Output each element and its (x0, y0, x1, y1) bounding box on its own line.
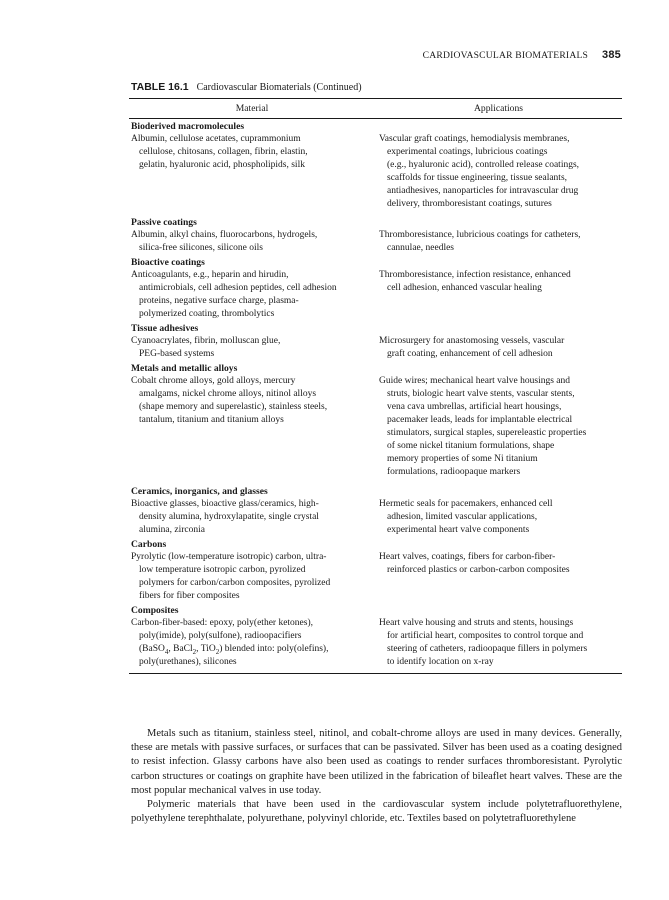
material-line: proteins, negative surface charge, plasma- (139, 296, 299, 306)
table-row (129, 133, 622, 211)
material-line: Albumin, cellulose acetates, cuprammonium (131, 134, 301, 144)
applications-line: stimulators, surgical staples, supereleastic properties (387, 428, 587, 438)
applications-line: antiadhesives, nanoparticles for intravascular drug (387, 186, 579, 196)
material-line: silica-free silicones, silicone oils (139, 243, 263, 253)
table-header-row (129, 99, 622, 119)
applications-line: Heart valves, coatings, fibers for carbon-fiber- (379, 552, 556, 562)
applications-line: Guide wires; mechanical heart valve housings and (379, 376, 570, 386)
table-section (129, 361, 622, 484)
column-header-material: Material (235, 103, 269, 114)
table-row (129, 617, 622, 669)
table-row (129, 498, 622, 537)
applications-line: graft coating, enhancement of cell adhesion (387, 349, 553, 359)
material-cell (129, 269, 379, 321)
applications-line: adhesion, limited vascular applications, (387, 512, 538, 522)
material-line: Cobalt chrome alloys, gold alloys, mercury (131, 376, 296, 386)
material-cell (129, 498, 379, 537)
material-cell (129, 375, 379, 479)
material-line: gelatin, hyaluronic acid, phospholipids, silk (139, 160, 305, 170)
applications-line: Vascular graft coatings, hemodialysis membranes, (379, 134, 570, 144)
section-title: Tissue adhesives (131, 323, 199, 334)
material-line: antimicrobials, cell adhesion peptides, cell adhesion (139, 283, 337, 293)
applications-line: Thromboresistance, infection resistance, enhanced (379, 270, 571, 280)
table-row (129, 269, 622, 321)
applications-cell (379, 551, 622, 603)
applications-line: (e.g., hyaluronic acid), controlled release coatings, (387, 160, 580, 170)
section-title: Carbons (131, 539, 167, 550)
material-line: Anticoagulants, e.g., heparin and hirudin, (131, 270, 289, 280)
applications-line: Heart valve housing and struts and stents, housings (379, 618, 574, 628)
applications-line: vena cava umbrellas, artificial heart housings, (387, 402, 562, 412)
table-section (129, 321, 622, 361)
material-line: PEG-based systems (139, 349, 215, 359)
material-line: (BaSO$_4$, BaCl$_2$, TiO$_2$) blended into: poly(olefins), (139, 644, 329, 656)
applications-cell (379, 335, 622, 361)
running-header (423, 49, 621, 61)
material-line: Pyrolytic (low-temperature isotropic) carbon, ultra- (131, 552, 327, 562)
material-line: Cyanoacrylates, fibrin, molluscan glue, (131, 336, 281, 346)
material-line: density alumina, hydroxylapatite, single crystal (139, 512, 319, 522)
material-cell (129, 229, 379, 255)
applications-line: memory properties of some Ni titanium (387, 454, 538, 464)
paragraph: Polymeric materials that have been used in the cardiovascular system include polytetrafluorethylene, polyethylene terephthalate, polyurethane, polyvinyl chloride, etc. Textiles based on polytetrafluorethylene (131, 799, 622, 825)
material-cell (129, 551, 379, 603)
table-section (129, 603, 622, 669)
applications-line: Hermetic seals for pacemakers, enhanced cell (379, 499, 553, 509)
section-title: Composites (131, 605, 179, 616)
applications-line: steering of catheters, radioopaque fillers in polymers (387, 644, 588, 654)
material-line: (shape memory and superelastic), stainless steels, (139, 402, 328, 412)
material-line: low temperature isotropic carbon, pyrolized (139, 565, 306, 575)
applications-line: experimental heart valve components (387, 525, 530, 535)
table-caption (131, 81, 362, 93)
table-title: Cardiovascular Biomaterials (Continued) (196, 82, 362, 93)
applications-cell (379, 375, 622, 479)
applications-line: struts, biologic heart valve stents, vascular stents, (387, 389, 575, 399)
biomaterials-table (129, 98, 622, 674)
material-line: Bioactive glasses, bioactive glass/ceramics, high- (131, 499, 319, 509)
material-cell (129, 617, 379, 669)
material-line: amalgams, nickel chrome alloys, nitinol alloys (139, 389, 317, 399)
material-line: fibers for fiber composites (139, 591, 240, 601)
section-title: Metals and metallic alloys (131, 363, 238, 374)
table-row (129, 229, 622, 255)
material-line: poly(imide), poly(sulfone), radioopacifiers (139, 631, 302, 641)
material-line: Albumin, alkyl chains, fluorocarbons, hydrogels, (131, 230, 318, 240)
applications-cell (379, 498, 622, 537)
applications-cell (379, 229, 622, 255)
applications-line: reinforced plastics or carbon-carbon composites (387, 565, 570, 575)
applications-line: Thromboresistance, lubricious coatings for catheters, (379, 230, 581, 240)
table-section (129, 255, 622, 321)
applications-line: cannulae, needles (387, 243, 454, 253)
material-line: cellulose, chitosans, collagen, fibrin, elastin, (139, 147, 308, 157)
table-label: TABLE 16.1 (131, 81, 189, 93)
table-row (129, 335, 622, 361)
applications-line: of some nickel titanium formulations, shape (387, 441, 555, 451)
table-section (129, 537, 622, 603)
applications-line: scaffolds for tissue engineering, tissue sealants, (387, 173, 568, 183)
table-section (129, 119, 622, 215)
applications-line: to identify location on x-ray (387, 657, 494, 667)
section-title: Bioderived macromolecules (131, 121, 245, 132)
material-line: Carbon-fiber-based: epoxy, poly(ether ketones), (131, 618, 314, 628)
material-cell (129, 133, 379, 211)
column-header-applications: Applications (473, 103, 524, 114)
table-body (129, 119, 622, 669)
section-title: Ceramics, inorganics, and glasses (131, 486, 268, 497)
running-title: CARDIOVASCULAR BIOMATERIALS (422, 50, 589, 61)
applications-line: experimental coatings, lubricious coatings (387, 147, 548, 157)
applications-cell (379, 133, 622, 211)
applications-cell (379, 269, 622, 321)
material-cell (129, 335, 379, 361)
paragraph: Metals such as titanium, stainless steel, nitinol, and cobalt-chrome alloys are used in many devices. Generally, these are metals with passive surfaces, or surfaces that can be passivated. Silver has been used as a coating designed to resist infection. Glassy carbons have also been used as coatings to render surfaces thromboresistant. Pyrolytic carbon structures or coatings on graphite have been utilized in the fabrication of bileaflet heart valves. These are the most popular mechanical valves in use today. (131, 728, 622, 796)
table-section (129, 484, 622, 537)
section-title: Bioactive coatings (131, 257, 205, 268)
body-text (131, 727, 622, 826)
page-number: 385 (602, 49, 621, 61)
material-line: alumina, zirconia (139, 525, 205, 535)
material-line: polymerized coating, thrombolytics (139, 309, 275, 319)
material-line: polymers for carbon/carbon composites, pyrolized (139, 578, 331, 588)
table-section (129, 215, 622, 255)
applications-line: pacemaker leads, leads for implantable electrical (387, 415, 573, 425)
table-row (129, 375, 622, 479)
applications-line: Microsurgery for anastomosing vessels, vascular (379, 336, 565, 346)
material-line: poly(urethanes), silicones (139, 657, 237, 667)
applications-line: formulations, radioopaque markers (387, 467, 521, 477)
applications-line: cell adhesion, enhanced vascular healing (387, 283, 542, 293)
table-row (129, 551, 622, 603)
applications-line: for artificial heart, composites to control torque and (387, 631, 584, 641)
applications-cell (379, 617, 622, 669)
section-title: Passive coatings (131, 217, 197, 228)
material-line: tantalum, titanium and titanium alloys (139, 415, 284, 425)
applications-line: delivery, thromboresistant coatings, sutures (387, 199, 552, 209)
